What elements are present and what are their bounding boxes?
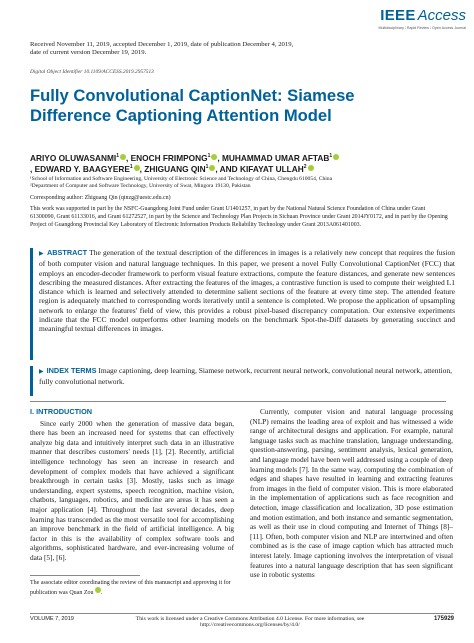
doi: Digital Object Identifier 10.1109/ACCESS.2019.2957513 [30,69,154,75]
dates-line-1: Received November 11, 2019, accepted December 1, 2019, date of publication December 4, 2019, [30,41,294,48]
footer-divider [30,613,454,614]
orcid-icon[interactable] [308,165,314,171]
corresponding-author: Corresponding author: Zhiguang Qin (qinzg@uestc.edu.cn) [30,195,171,201]
journal-logo [360,8,466,30]
author-name: , ZHIGUANG QIN [139,164,206,174]
index-terms-text: Image captioning, deep learning, Siamese network, recurrent neural network, convolutional neural network, attention, fully convolutional network. [39,366,453,387]
body-column-left [30,407,234,563]
logo-tagline: Multidisciplinary ⁞ Rapid Review ⁞ Open Access Journal [378,26,466,30]
logo-ieee: IEEE [380,7,416,24]
author-name: , EDWARD Y. BAAGYERE [30,164,130,174]
affiliations [30,176,450,190]
author-list [30,153,450,175]
index-terms-label: INDEX TERMS [46,366,97,375]
paragraph: Currently, computer vision and natural language processing (NLP) remains the leading area of exploit and has witnessed a wide range of architectural designs and application. For example, natural language tasks such as machine translation, language understanding, question-answering, parsing, sentiment analysis, lexical generation, and language model have been well addressed using a couple of deep learning models [7]. In the same way, computing the combination of edges and shapes have resulted in learning and extracting features from images in the field of computer vision. This is more elaborated in the implementation of applications such as face recognition and detection, image classification and localization, 3D pose estimation and motion estimation, and both instance and semantic segmentation, as well as their use in cloud computing and Internet of Things [8]–[11]. Often, both computer vision and NLP are intertwined and often combined as is the case of image caption which has attracted much interest lately. Image captioning involves the interpretation of visual features into a natural language description that has seen significant use in robotic systems [250,407,453,580]
logo-wordmark [360,8,466,24]
logo-access: Access [417,7,466,24]
paragraph: Since early 2000 when the generation of massive data began, there has been an increased need for systems that can effectively analyze big data and intuitively interpret such data in an illustrative manner that describes customers' needs [1], [2]. Recently, artificial intelligence technology has seen an increase in research and development of complex models that have achieved a significant breakthrough in certain tasks [3]. Mostly, tasks such as image understanding, expert systems, speech recognition, machine vision, chatbots, languages, robotics, and medicine are areas it has seen a major application [4]. Throughout the last several decades, deep learning has transcended as the most versatile tool for accomplishing an improve benchmark in the field of artificial intelligence. A big factor in this is the availability of complex software tools and algorithms, sophisticated hardware, and ever-increasing volume of data [5], [6]. [30,418,234,562]
author-name: ARIYO OLUWASANMI [30,153,117,163]
orcid-icon[interactable] [95,587,101,593]
dates-line-2: date of current version December 19, 2019. [30,49,147,56]
affiliation-2: ²Department of Computer and Software Technology, University of Swat, Mingora 19130, Pakistan [30,183,251,189]
author-affil-mark: 1 [205,164,209,171]
index-terms-block [30,366,455,396]
author-name: , ENOCH FRIMPONG [125,153,208,163]
abstract-text: The generation of the textual description of the differences in images is a relatively new concept that requires the fusion of both computer vision and natural language techniques. In this paper, we present a novel Fully Convolutional CaptionNet (FCC) that employs an encoder-decoder framework to perform visual feature extractions, compute the feature distances, and generate new sentences describing the measured distances. After extracting the features of the images, a contrastive function is used to compute their weighted L1 distance which is learned and selectively attended to determine salient sections of the feature at every time step. The attended feature region is adequately matched to corresponding words iteratively until a sentence is completed. We propose the application of upsampling network to enlarge the features' field of view, this provides a robust pixel-based discrepancy computation. Our extensive experiments indicate that the FCC model outperforms other learning models on the benchmark Spot-the-Diff datasets by generating succinct and meaningful textual differences in images. [39,248,455,334]
abstract-block [30,248,455,360]
orcid-icon[interactable] [333,154,339,160]
triangle-icon: ▶ [39,369,44,375]
author-name: , MUHAMMAD UMAR AFTAB [217,153,330,163]
author-affil-mark: 1 [207,153,211,160]
author-affil-mark: 1 [129,164,133,171]
footer-volume: VOLUME 7, 2019 [30,616,74,622]
footer-license[interactable]: This work is licensed under a Creative Commons Attribution 4.0 License. For more information, see http://creativecommons.org/licenses/by/4.0/ [135,616,365,628]
section-divider [30,401,446,402]
footnote-divider [30,575,140,576]
editor-footnote: The associate editor coordinating the review of this manuscript and approving it for publication was Quan Zou . [30,580,231,597]
page-number: 175929 [433,616,454,622]
author-affil-mark: 1 [116,153,119,160]
section-heading: I. INTRODUCTION [30,407,93,416]
affiliation-1: ¹School of Information and Software Engineering, University of Electronic Science and Technology of China, Chengdu 610054, China [30,176,333,182]
paper-title [30,86,450,126]
abstract-label: ABSTRACT [46,248,88,257]
publication-dates [30,41,450,57]
triangle-icon: ▶ [39,251,44,257]
author-affil-mark: 1 [329,153,333,160]
author-affil-mark: 2 [303,164,307,171]
title-line-1: Fully Convolutional CaptionNet: Siamese [30,86,355,105]
funding-statement: This work was supported in part by the NSFC-Guangdong Joint Fund under Grant U1401257, in part by the National Natural Science Foundation of China under Grant 61300090, Grant 61133016, and Grant 61272527, in part by the Science and Technology Plan Projects in Sichuan Province under Grant 2014JY0172, and in part by the Opening Project of Guangdong Provincial Key Laboratory of Electronic Information Products Reliability Technology under Grant 2013A061401003. [30,206,448,228]
body-column-right [250,407,453,580]
author-name: , AND KIFAYAT ULLAH [215,164,304,174]
title-line-2: Difference Captioning Attention Model [30,106,332,125]
footnote-text: The associate editor coordinating the review of this manuscript and approving it for publication was Quan Zou [30,580,231,597]
